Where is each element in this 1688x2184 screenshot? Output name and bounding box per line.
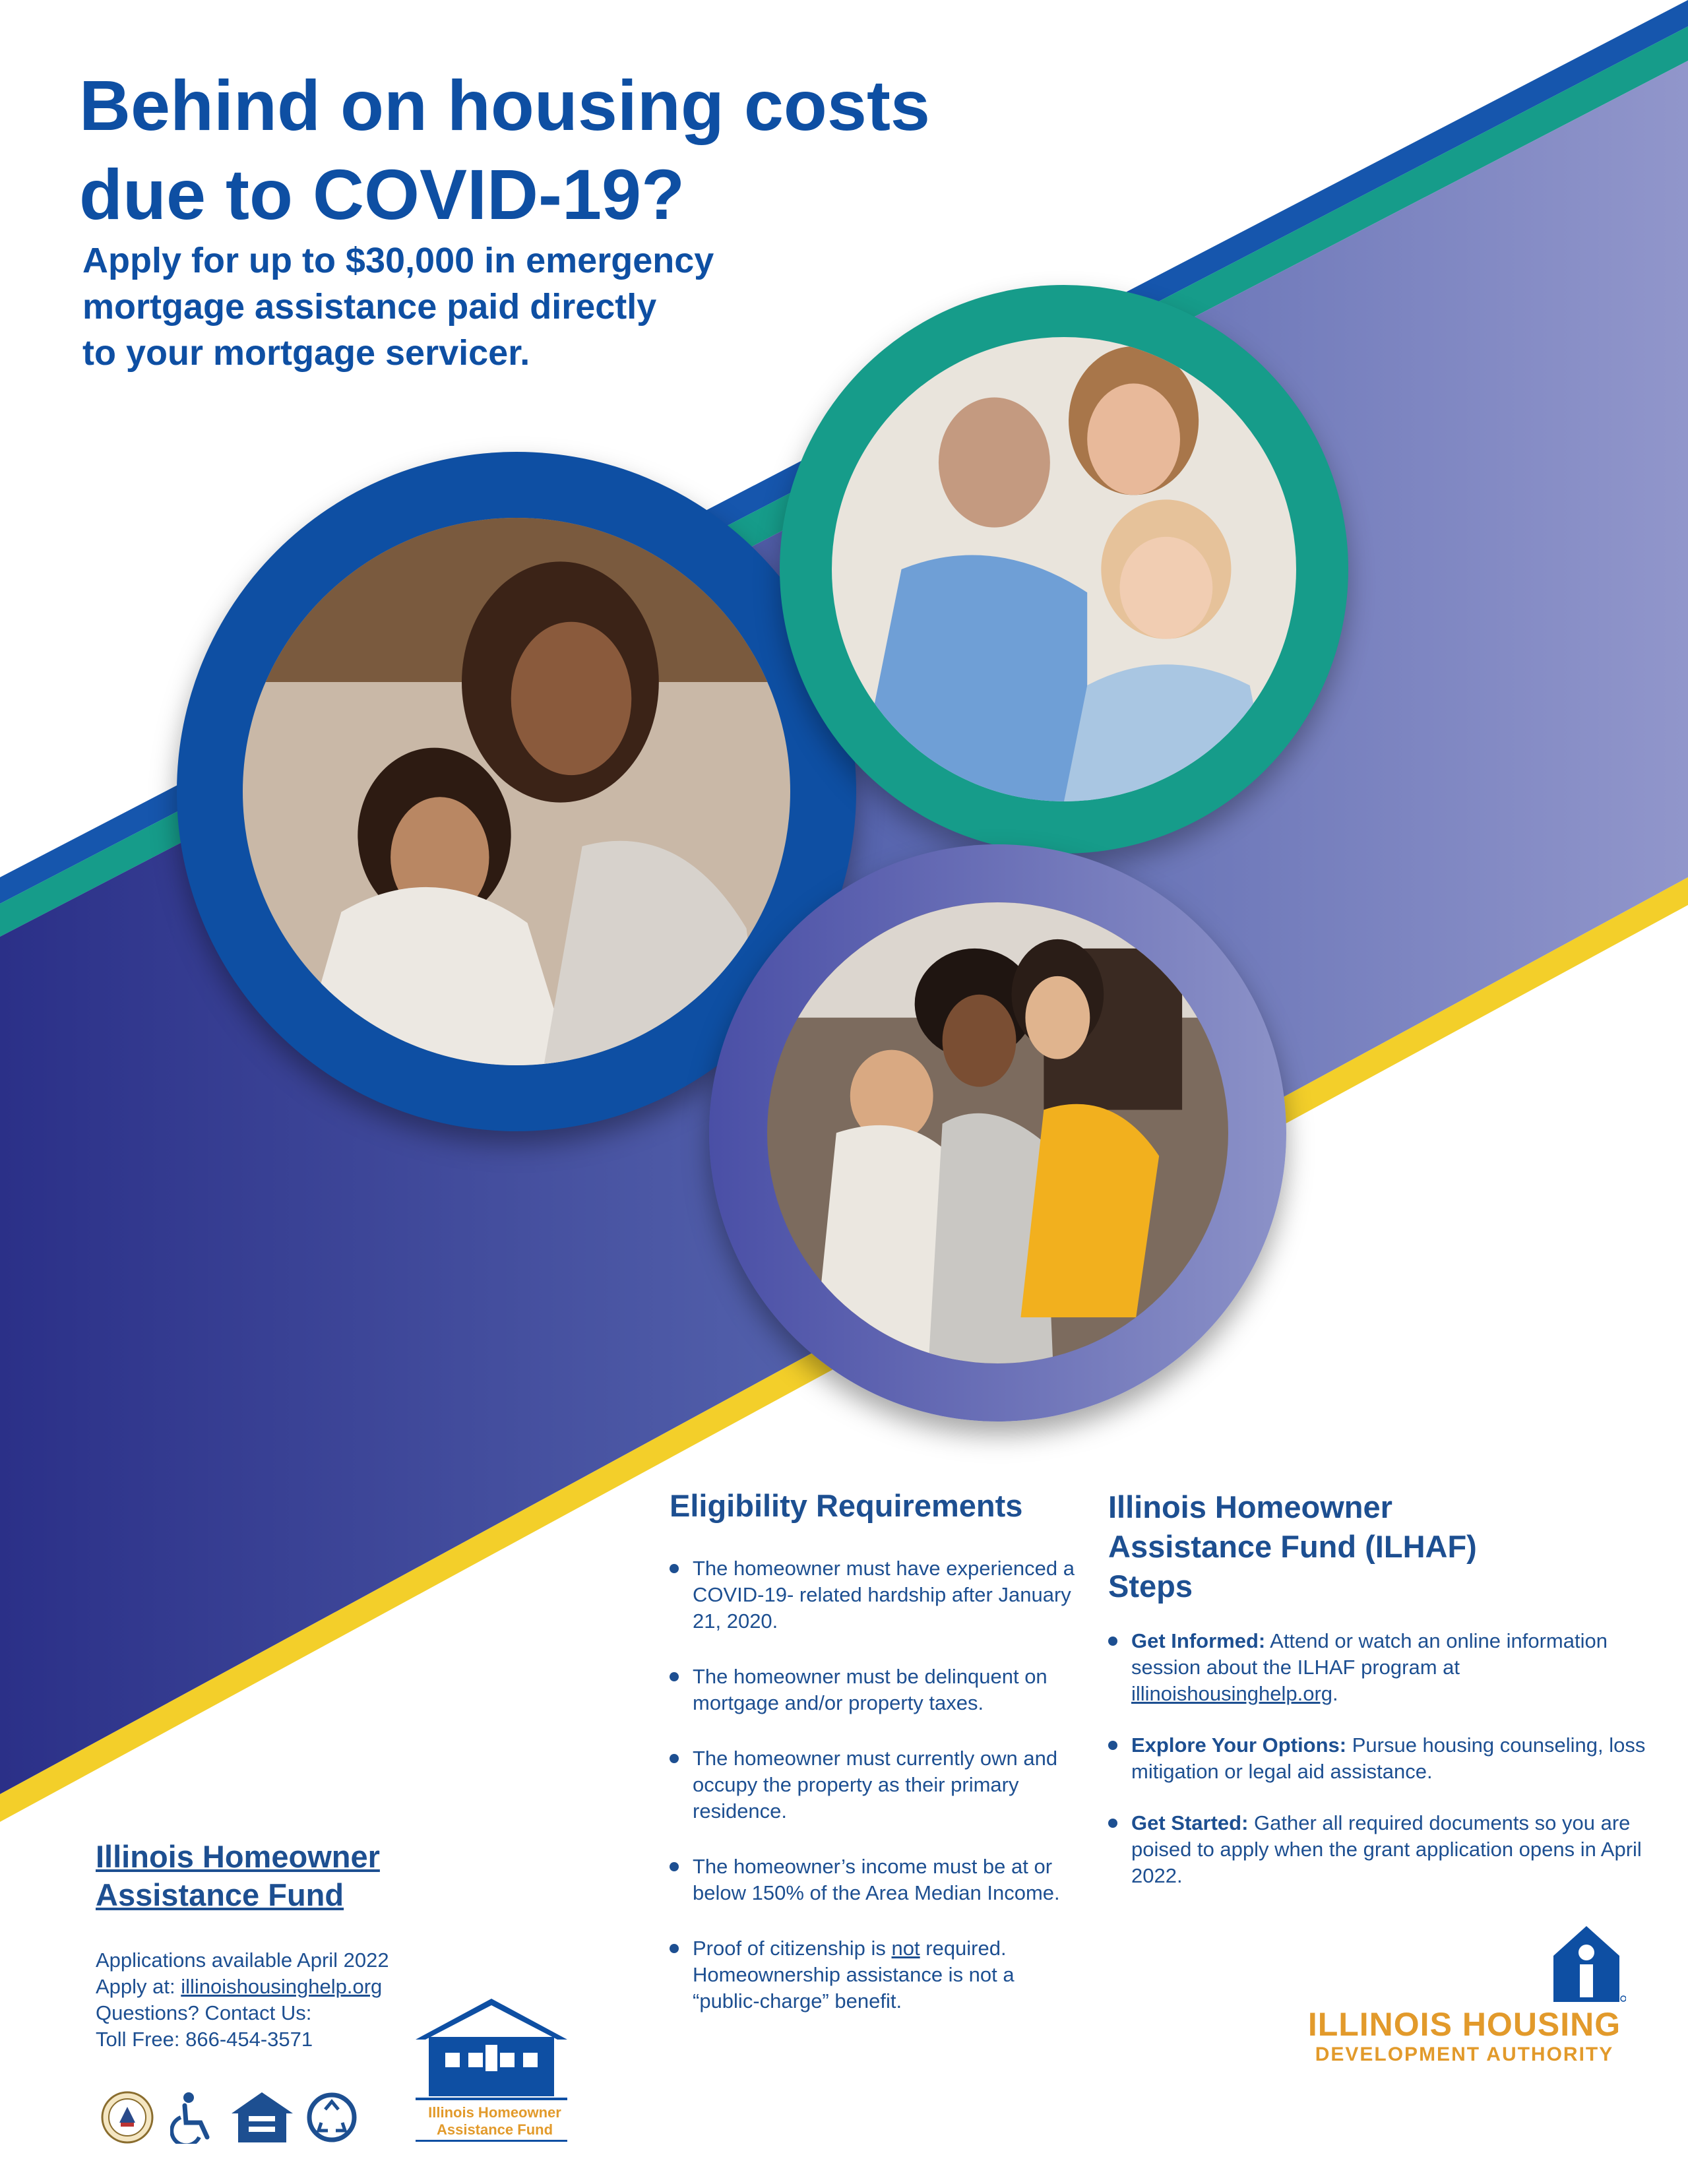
fund-logo-text	[416, 2104, 574, 2138]
recycle-icon	[307, 2092, 357, 2142]
eligibility-item-citizenship	[670, 1935, 1078, 2014]
apply-link[interactable]: illinoishousinghelp.org	[181, 1975, 383, 1998]
eligibility-item: The homeowner’s income must be at or below 150% of the Area Median Income.	[670, 1854, 1078, 1906]
photo-ring-family-laughing	[780, 285, 1348, 854]
step-text: Pursue housing counseling, loss mitigation or legal aid assistance.	[1131, 1733, 1646, 1783]
subheadline	[82, 237, 841, 376]
step-link[interactable]: illinoishousinghelp.org	[1131, 1682, 1333, 1705]
fund-logo-line2: Assistance Fund	[436, 2121, 553, 2138]
subhead-line1: Apply for up to $30,000 in emergency	[82, 241, 714, 280]
steps-list	[1108, 1628, 1649, 1914]
citizenship-text-b: required. Homeownership assistance is not a “public-charge” benefit.	[693, 1937, 1015, 2012]
step-explore-options	[1108, 1732, 1649, 1785]
fund-title	[96, 1838, 524, 1914]
equal-housing-icon	[228, 2090, 297, 2144]
questions-line: Questions? Contact Us:	[96, 2001, 312, 2024]
steps-title-line3: Steps	[1108, 1569, 1193, 1604]
eligibility-title: Eligibility Requirements	[670, 1488, 1023, 1523]
fund-logo-line1: Illinois Homeowner	[428, 2104, 561, 2121]
ihda-name: ILLINOIS HOUSING	[1307, 2006, 1621, 2043]
eligibility-item: The homeowner must be delinquent on mortgage and/or property taxes.	[670, 1664, 1078, 1716]
step-get-started	[1108, 1810, 1649, 1889]
fund-logo-house-icon	[416, 1999, 567, 2098]
subhead-line3: to your mortgage servicer.	[82, 333, 530, 373]
eligibility-item: The homeowner must have experienced a COVID-19- related hardship after January 21, 2020.	[670, 1555, 1078, 1635]
step-end: .	[1332, 1682, 1338, 1705]
apply-label: Apply at:	[96, 1975, 181, 1998]
fund-logo-divider	[416, 2098, 567, 2100]
eligibility-item: The homeowner must currently own and occupy the property as their primary residence.	[670, 1745, 1078, 1825]
fund-title-line2: Assistance Fund	[96, 1877, 344, 1912]
headline	[79, 61, 1069, 239]
citizenship-text-a: Proof of citizenship is	[693, 1937, 892, 1960]
headline-line1: Behind on housing costs	[79, 65, 930, 145]
state-seal-icon	[101, 2091, 154, 2144]
ihda-logo-icon	[1553, 1926, 1626, 2002]
citizenship-not: not	[891, 1937, 920, 1960]
steps-title	[1108, 1487, 1636, 1606]
fund-logo-divider-bottom	[416, 2140, 567, 2142]
toll-free-line: Toll Free: 866-454-3571	[96, 2028, 313, 2051]
step-text: Gather all required documents so you are poised to apply when the grant application opens in April 2022.	[1131, 1811, 1642, 1887]
photo-ring-family-hug	[709, 844, 1286, 1421]
steps-title-line1: Illinois Homeowner	[1108, 1489, 1392, 1524]
photo-mother-child	[243, 518, 790, 1065]
step-label: Get Started:	[1131, 1811, 1249, 1834]
steps-title-line2: Assistance Fund (ILHAF)	[1108, 1529, 1477, 1564]
apply-at-line	[96, 1974, 557, 2000]
step-label: Explore Your Options:	[1131, 1733, 1347, 1757]
accessibility-icon	[170, 2091, 216, 2144]
ihda-subtitle: DEVELOPMENT AUTHORITY	[1315, 2044, 1614, 2065]
step-get-informed	[1108, 1628, 1649, 1707]
subhead-line2: mortgage assistance paid directly	[82, 287, 657, 327]
headline-line2: due to COVID-19?	[79, 154, 685, 234]
fund-title-line1: Illinois Homeowner	[96, 1839, 380, 1874]
eligibility-list	[670, 1555, 1078, 2044]
applications-available: Applications available April 2022	[96, 1949, 389, 1972]
step-label: Get Informed:	[1131, 1629, 1266, 1652]
photo-family-hug	[767, 902, 1228, 1363]
step-text: Attend or watch an online information session about the ILHAF program at	[1131, 1629, 1608, 1679]
photo-family-laughing	[832, 337, 1296, 801]
